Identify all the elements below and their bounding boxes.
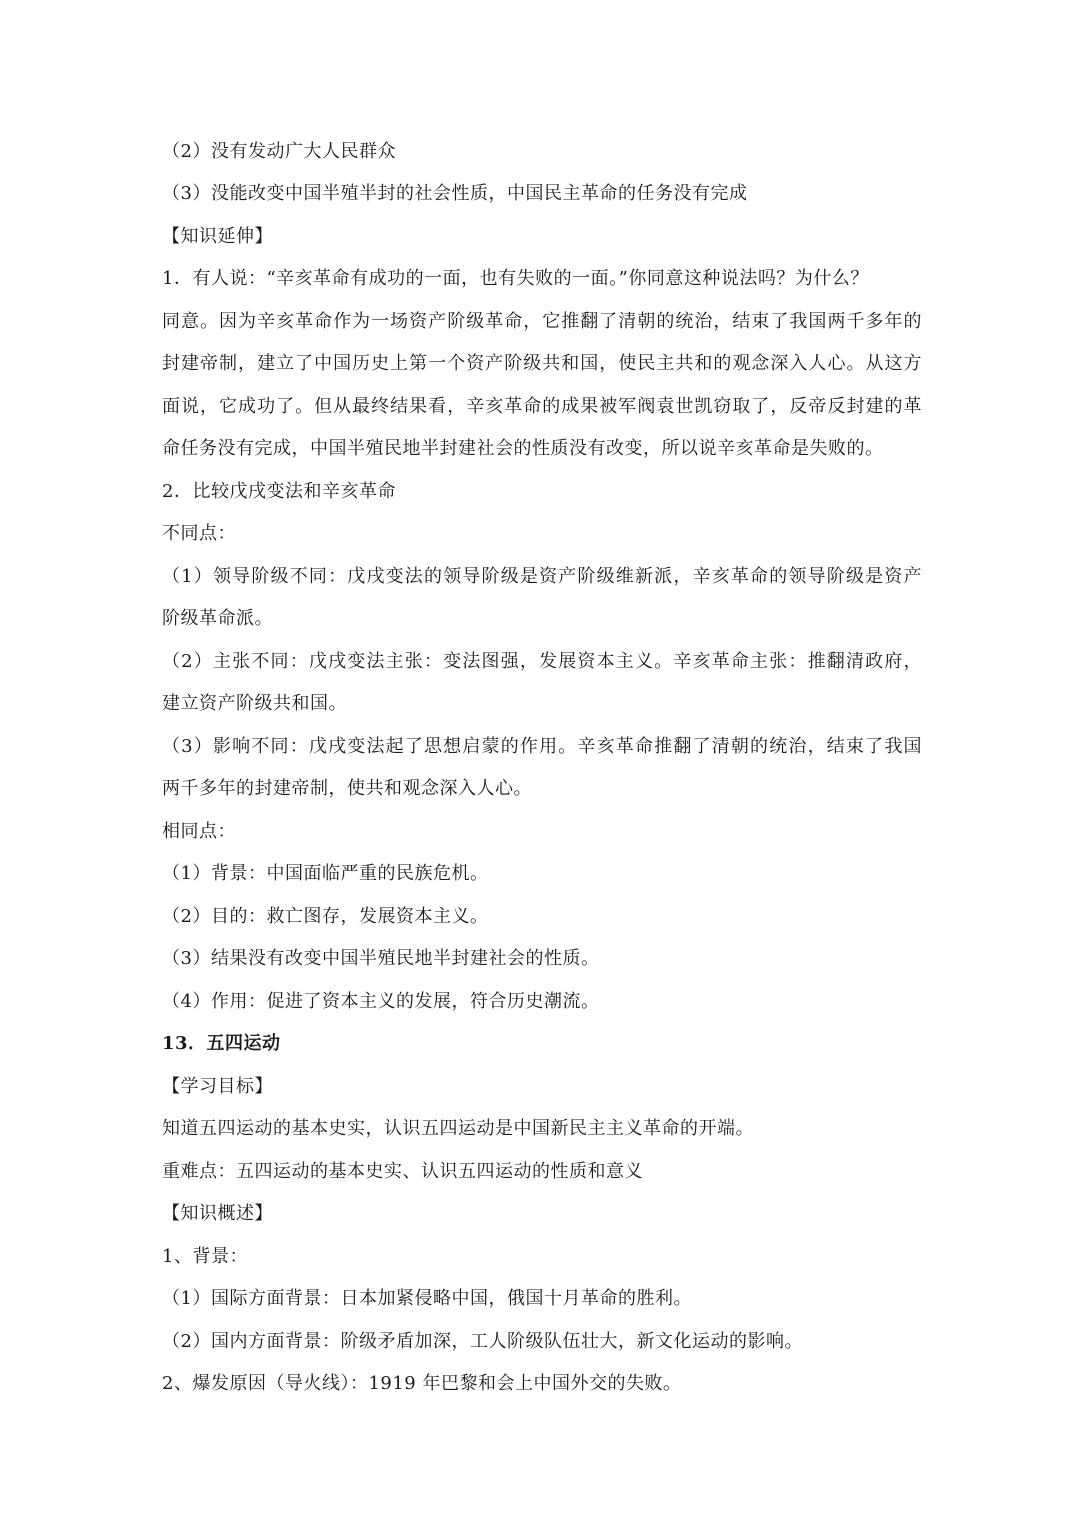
subheading: 相同点： bbox=[162, 821, 236, 842]
answer-line: 命任务没有完成，中国半殖民地半封建社会的性质没有改变，所以说辛亥革命是失败的。 bbox=[162, 438, 884, 459]
text-line: （1）领导阶级不同：戊戌变法的领导阶级是资产阶级维新派，辛亥革命的领导阶级是资产 bbox=[162, 566, 922, 587]
answer-line: 封建帝制，建立了中国历史上第一个资产阶级共和国，使民主共和的观念深入人心。从这方 bbox=[162, 353, 922, 374]
section-heading: 【知识概述】 bbox=[162, 1203, 273, 1224]
text-line: （2）目的：救亡图存，发展资本主义。 bbox=[162, 906, 489, 927]
answer-line: 同意。因为辛亥革命作为一场资产阶级革命，它推翻了清朝的统治，结束了我国两千多年的 bbox=[162, 311, 922, 332]
text-line: （3）结果没有改变中国半殖民地半封建社会的性质。 bbox=[162, 948, 600, 969]
text-line: （1）国际方面背景：日本加紧侵略中国，俄国十月革命的胜利。 bbox=[162, 1288, 692, 1309]
text-line: 重难点：五四运动的基本史实、认识五四运动的性质和意义 bbox=[162, 1161, 643, 1182]
text-line: （4）作用：促进了资本主义的发展，符合历史潮流。 bbox=[162, 991, 600, 1012]
answer-line: 面说，它成功了。但从最终结果看，辛亥革命的成果被军阀袁世凯窃取了，反帝反封建的革 bbox=[162, 396, 922, 417]
text-line: 知道五四运动的基本史实，认识五四运动是中国新民主主义革命的开端。 bbox=[162, 1118, 754, 1139]
text-line: （3）没能改变中国半殖半封的社会性质，中国民主革命的任务没有完成 bbox=[162, 183, 748, 204]
text-line: （2）主张不同：戊戌变法主张：变法图强，发展资本主义。辛亥革命主张：推翻清政府， bbox=[162, 651, 922, 672]
text-line: （2）国内方面背景：阶级矛盾加深，工人阶级队伍壮大，新文化运动的影响。 bbox=[162, 1331, 803, 1352]
text-line: 2、爆发原因（导火线）：1919 年巴黎和会上中国外交的失败。 bbox=[162, 1373, 682, 1394]
text-line: （2）没有发动广大人民群众 bbox=[162, 141, 396, 162]
text-line: 建立资产阶级共和国。 bbox=[162, 693, 347, 714]
text-line: （3）影响不同：戊戌变法起了思想启蒙的作用。辛亥革命推翻了清朝的统治，结束了我国 bbox=[162, 736, 922, 757]
question-line: 1．有人说：“辛亥革命有成功的一面，也有失败的一面。”你同意这种说法吗？为什么？ bbox=[162, 268, 869, 289]
question-line: 2．比较戊戌变法和辛亥革命 bbox=[162, 481, 396, 502]
text-line: 阶级革命派。 bbox=[162, 608, 273, 629]
chapter-title: 13．五四运动 bbox=[162, 1033, 281, 1054]
text-line: 1、背景： bbox=[162, 1246, 248, 1267]
text-line: （1）背景：中国面临严重的民族危机。 bbox=[162, 863, 489, 884]
section-heading: 【学习目标】 bbox=[162, 1076, 273, 1097]
subheading: 不同点： bbox=[162, 523, 236, 544]
section-heading: 【知识延伸】 bbox=[162, 226, 273, 247]
text-line: 两千多年的封建帝制，使共和观念深入人心。 bbox=[162, 778, 532, 799]
